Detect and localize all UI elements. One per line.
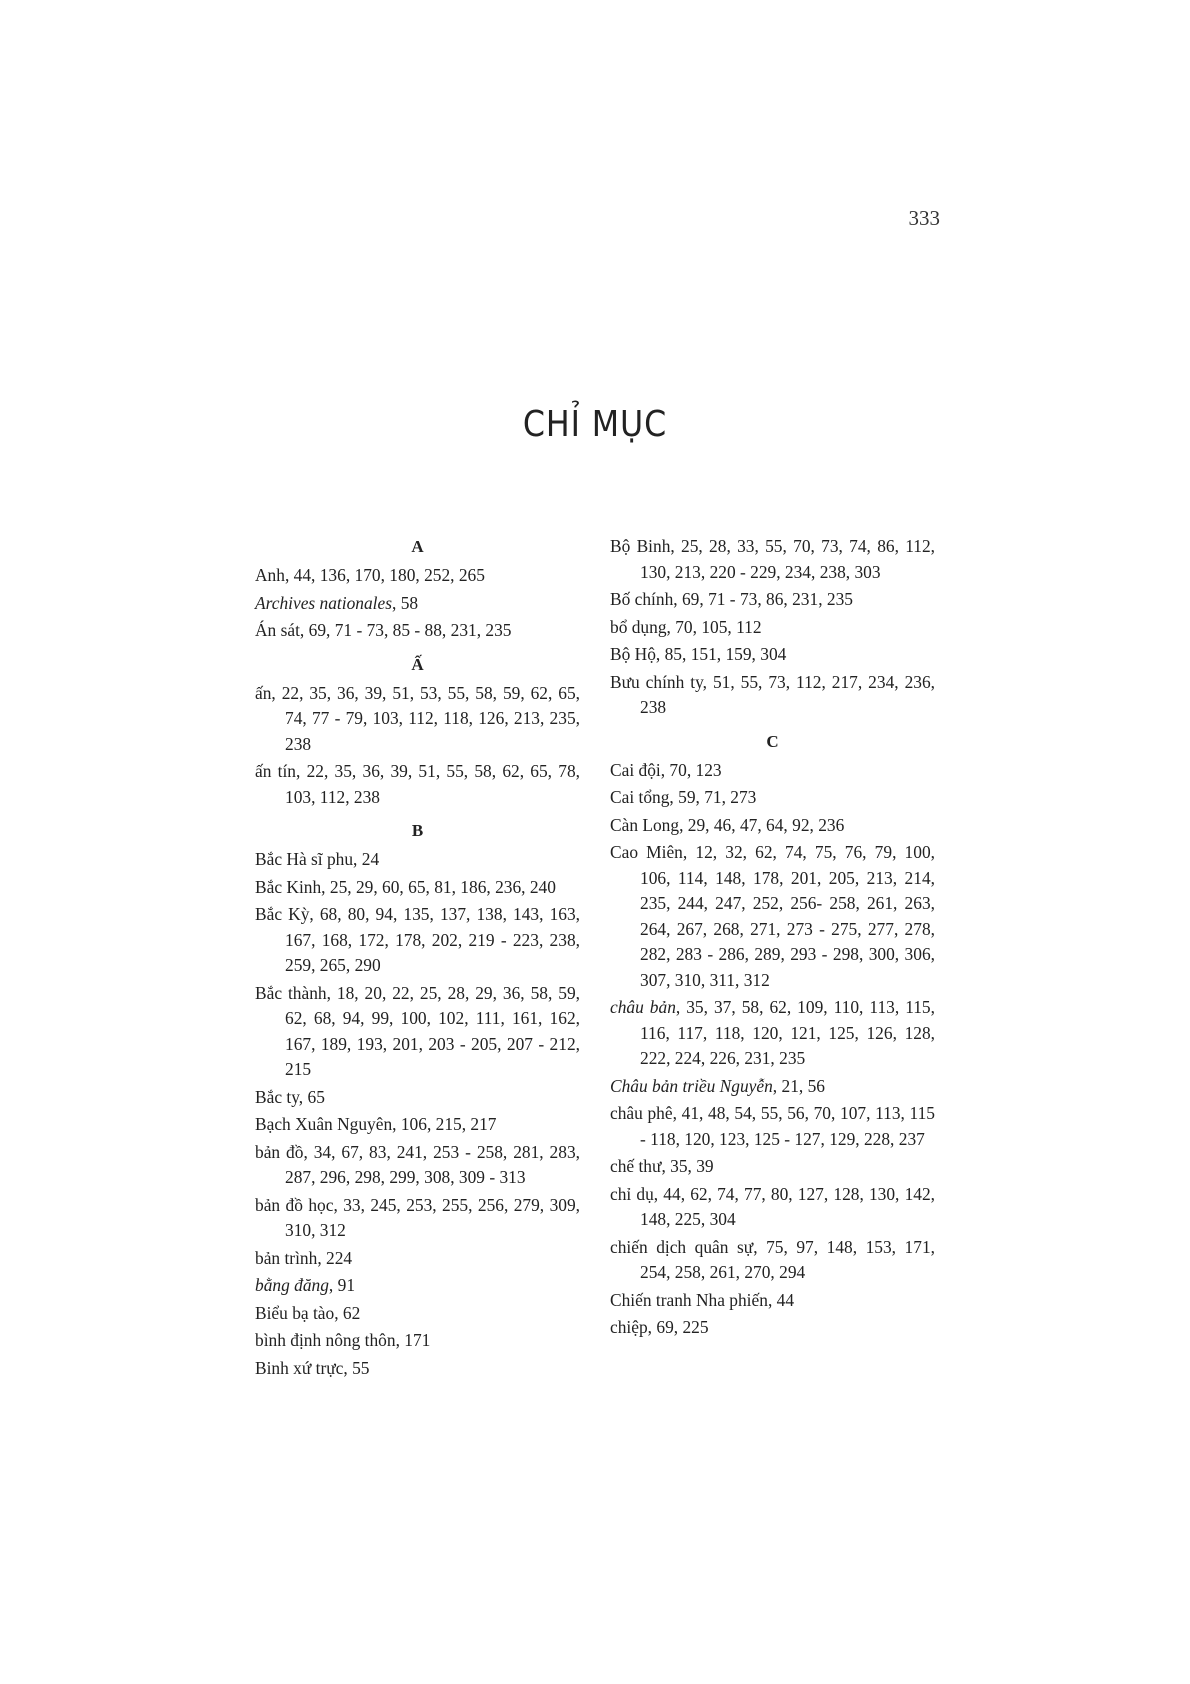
index-term: Cai đội xyxy=(610,759,661,780)
index-entry xyxy=(610,1101,935,1152)
index-page-refs: , 65 xyxy=(298,1086,325,1107)
index-page-refs: , 44 xyxy=(767,1289,795,1310)
index-term: Biểu bạ tào xyxy=(255,1302,335,1323)
index-page-refs: , 91 xyxy=(328,1275,356,1295)
index-entry xyxy=(255,591,580,617)
index-page-refs: , 35, 39 xyxy=(661,1156,714,1176)
index-entry xyxy=(610,1288,935,1314)
page-number: 333 xyxy=(908,206,940,230)
index-term: châu bản xyxy=(610,997,676,1017)
index-page-refs: , 69, 71 - 73, 86, 231, 235 xyxy=(673,589,853,609)
index-entry xyxy=(255,981,580,1083)
index-term: bản đồ học xyxy=(255,1194,334,1215)
index-term: Cao Miên xyxy=(610,842,683,862)
index-term: Anh xyxy=(255,565,285,585)
index-term: Bưu chính ty xyxy=(610,671,703,692)
index-page-refs: , 68, 80, 94, 135, 137, 138, 143, 163, 167, 168, 172, 178, 202, 219 - 223, 238, 259, 265, 290 xyxy=(285,904,581,975)
index-entry xyxy=(610,840,935,993)
index-term: Châu bản triều Nguyễn xyxy=(610,1075,773,1096)
index-entry xyxy=(255,1356,580,1382)
index-term: Án sát xyxy=(255,620,300,640)
index-page-refs: , 12, 32, 62, 74, 75, 76, 79, 100, 106, 114, 148, 178, 201, 205, 213, 214, 235, 244, 247, 252, 256- 258, 261, 263, 264, 267, 268, 271, 273 - 275, 277, 278, 282, 283 - 286, 289, 293 - 298, 300, 306, 307, 310, 311, 312 xyxy=(640,842,935,990)
index-entry xyxy=(255,618,580,644)
index-page-refs: , 24 xyxy=(353,849,380,869)
index-page-refs: , 41, 48, 54, 55, 56, 70, 107, 113, 115 - 118, 120, 123, 125 - 127, 129, 228, 237 xyxy=(640,1103,935,1149)
index-term: Bắc Kinh xyxy=(255,876,322,897)
index-entry xyxy=(610,1074,935,1100)
index-entry xyxy=(610,1315,935,1341)
section-letter: C xyxy=(766,731,779,751)
index-term: chế thư xyxy=(610,1156,662,1176)
index-term: chiệp xyxy=(610,1317,648,1337)
index-page-refs: , 33, 245, 253, 255, 256, 279, 309, 310, 312 xyxy=(285,1194,580,1240)
index-term: châu phê xyxy=(610,1103,673,1123)
index-entry xyxy=(610,534,935,585)
index-term: Bố chính xyxy=(610,589,674,609)
index-entry xyxy=(255,1301,580,1327)
index-page-refs: , 18, 20, 22, 25, 28, 29, 36, 58, 59, 62, 68, 94, 99, 100, 102, 111, 161, 162, 167, 189, 193, 201, 203 - 205, 207 - 212, 215 xyxy=(285,982,580,1079)
section-letter: B xyxy=(411,821,424,840)
index-term: ấn tín xyxy=(255,761,296,781)
index-term: Cai tổng xyxy=(610,787,670,807)
index-page-refs: , 35, 37, 58, 62, 109, 110, 113, 115, 116, 117, 118, 120, 121, 125, 126, 128, 222, 224, 226, 231, 235 xyxy=(640,997,935,1068)
index-entry xyxy=(610,587,935,613)
index-term: Chiến tranh Nha phiến xyxy=(610,1289,768,1310)
section-letter: Ấ xyxy=(411,654,424,674)
index-term: Càn Long xyxy=(610,814,680,835)
index-entry xyxy=(255,1273,580,1299)
index-page-refs: , 22, 35, 36, 39, 51, 53, 55, 58, 59, 62, 65, 74, 77 - 79, 103, 112, 118, 126, 213, 235, 238 xyxy=(271,682,580,754)
index-page-refs: , 21, 56 xyxy=(772,1075,825,1096)
index-entry xyxy=(255,1085,580,1111)
index-entry xyxy=(610,758,935,784)
index-page-refs: , 75, 97, 148, 153, 171, 254, 258, 261, 270, 294 xyxy=(640,1236,935,1282)
index-page-refs: , 58 xyxy=(392,592,419,613)
index-page-refs: , 25, 28, 33, 55, 70, 73, 74, 86, 112, 130, 213, 220 - 229, 234, 238, 303 xyxy=(640,536,936,582)
page-title: CHỈ MỤC xyxy=(522,404,668,445)
index-entry xyxy=(255,759,580,810)
section-letter: A xyxy=(411,537,424,556)
index-page-refs: , 224 xyxy=(317,1247,353,1268)
index-term: bằng đăng xyxy=(255,1275,329,1295)
index-entry xyxy=(255,875,580,901)
index-page-refs: , 29, 46, 47, 64, 92, 236 xyxy=(679,814,845,835)
index-entry xyxy=(610,642,935,668)
index-entry xyxy=(255,1193,580,1244)
index-entry xyxy=(255,902,580,979)
index-page-refs: , 51, 55, 73, 112, 217, 234, 236, 238 xyxy=(640,671,935,717)
index-entry xyxy=(255,1246,580,1272)
index-entry xyxy=(610,1182,935,1233)
index-term: ấn xyxy=(255,682,272,703)
index-page-refs: , 69, 71 - 73, 85 - 88, 231, 235 xyxy=(299,620,512,640)
index-entry xyxy=(610,785,935,811)
index-term: bổ dụng xyxy=(610,616,667,637)
index-term: Bộ Hộ xyxy=(610,644,656,664)
index-page-refs: , 25, 29, 60, 65, 81, 186, 236, 240 xyxy=(321,876,556,897)
index-page-refs: , 70, 123 xyxy=(660,759,722,780)
index-entry xyxy=(255,1140,580,1191)
index-entry xyxy=(610,1154,935,1180)
index-term: Bạch Xuân Nguyên xyxy=(255,1114,393,1134)
index-entry xyxy=(610,995,935,1072)
index-page-refs: , 34, 67, 83, 241, 253 - 258, 281, 283, 287, 296, 298, 299, 308, 309 - 313 xyxy=(285,1141,580,1187)
index-entry xyxy=(255,847,580,873)
index-page-refs: , 106, 215, 217 xyxy=(392,1114,497,1134)
index-term: Bắc Kỳ xyxy=(255,904,310,924)
index-term: Bắc ty xyxy=(255,1086,299,1107)
index-column-left xyxy=(255,534,580,1383)
index-entry xyxy=(610,615,935,641)
index-page-refs: , 44, 62, 74, 77, 80, 127, 128, 130, 142, 148, 225, 304 xyxy=(640,1183,935,1229)
index-page-refs: , 59, 71, 273 xyxy=(669,787,757,807)
index-page-refs: , 70, 105, 112 xyxy=(666,616,762,637)
index-page-refs: , 62 xyxy=(334,1302,361,1323)
index-entry xyxy=(610,670,935,721)
index-entry xyxy=(610,1235,935,1286)
index-entry xyxy=(255,681,580,758)
index-entry xyxy=(610,813,935,839)
index-term: bản trình xyxy=(255,1247,318,1268)
index-page-refs: , 69, 225 xyxy=(647,1317,709,1337)
index-page-refs: , 55 xyxy=(343,1357,370,1378)
index-entry xyxy=(255,1112,580,1138)
index-term: Bắc thành xyxy=(255,982,327,1003)
index-term: Binh xứ trực xyxy=(255,1357,344,1378)
index-page-refs: , 171 xyxy=(395,1330,431,1350)
index-term: Bắc Hà sĩ phu xyxy=(255,849,354,869)
index-page-refs: , 85, 151, 159, 304 xyxy=(655,644,787,664)
index-entry xyxy=(255,1328,580,1354)
index-page-refs: , 44, 136, 170, 180, 252, 265 xyxy=(284,565,485,585)
index-column-right xyxy=(610,534,935,1343)
index-entry xyxy=(255,563,580,589)
index-term: Bộ Binh xyxy=(610,536,671,556)
index-term: chỉ dụ xyxy=(610,1183,654,1204)
index-term: bình định nông thôn xyxy=(255,1330,396,1350)
index-page-refs: , 22, 35, 36, 39, 51, 55, 58, 62, 65, 78, 103, 112, 238 xyxy=(285,761,580,807)
index-term: bản đồ xyxy=(255,1141,304,1162)
index-term: Archives nationales xyxy=(255,592,393,613)
index-term: chiến dịch quân sự xyxy=(610,1236,754,1257)
